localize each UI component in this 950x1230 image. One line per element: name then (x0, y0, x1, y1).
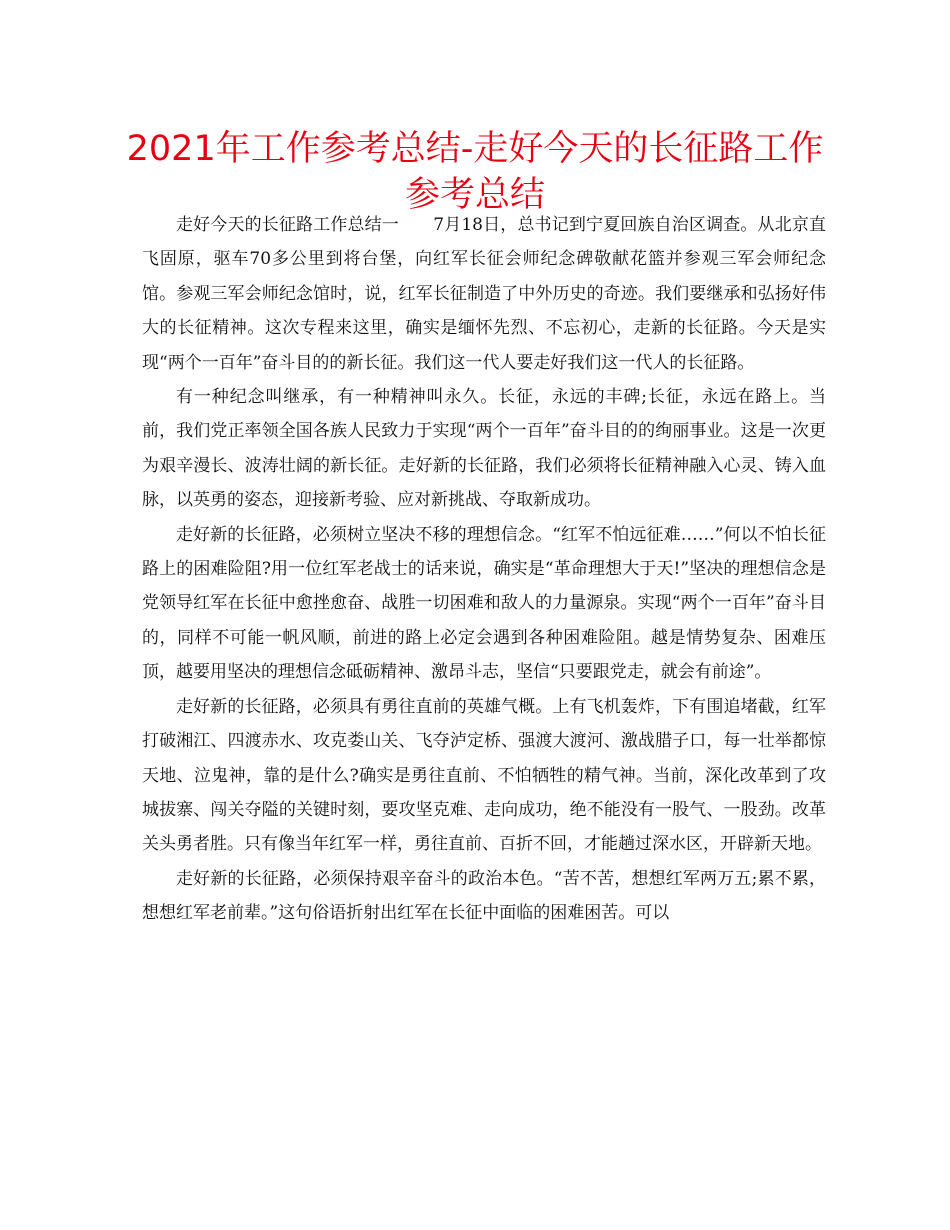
paragraph: 走好新的长征路，必须具有勇往直前的英雄气概。上有飞机轰炸，下有围追堵截，红军打破湘江、四渡赤水、攻克娄山关、飞夺泸定桥、强渡大渡河、激战腊子口，每一壮举都惊天地、泣鬼神，靠的是什么?确实是勇往直前、不怕牺牲的精气神。当前，深化改革到了攻城拔寨、闯关夺隘的关键时刻，要攻坚克难、走向成功，绝不能没有一股气、一股劲。改革关头勇者胜。只有像当年红军一样，勇往直前、百折不回，才能趟过深水区，开辟新天地。 (142, 696, 826, 855)
document-title: 2021年工作参考总结-走好今天的长征路工作参考总结 (126, 129, 824, 215)
paragraph: 走好今天的长征路工作总结一 7月18日，总书记到宁夏回族自治区调查。从北京直飞固原，驱车70多公里到将台堡，向红军长征会师纪念碑敬献花篮并参观三军会师纪念馆。参观三军会师纪念馆时，说，红军长征制造了中外历史的奇迹。我们要继承和弘扬好伟大的长征精神。这次专程来这里，确实是缅怀先烈、不忘初心，走新的长征路。今天是实现“两个一百年”奋斗目的的新长征。我们这一代人要走好我们这一代人的长征路。 (142, 215, 826, 373)
paragraph: 有一种纪念叫继承，有一种精神叫永久。长征，永远的丰碑;长征，永远在路上。当前，我们党正率领全国各族人民致力于实现“两个一百年”奋斗目的的绚丽事业。这是一次更为艰辛漫长、波涛壮阔的新长征。走好新的长征路，我们必须将长征精神融入心灵、铸入血脉，以英勇的姿态，迎接新考验、应对新挑战、夺取新成功。 (142, 387, 826, 511)
document-body (142, 208, 826, 931)
paragraph: 走好新的长征路，必须树立坚决不移的理想信念。“红军不怕远征难……”何以不怕长征路上的困难险阻?用一位红军老战士的话来说，确实是“革命理想大于天!”坚决的理想信念是党领导红军在长征中愈挫愈奋、战胜一切困难和敌人的力量源泉。实现“两个一百年”奋斗目的，同样不可能一帆风顺，前进的路上必定会遇到各种困难险阻。越是情势复杂、困难压顶，越要用坚决的理想信念砥砺精神、激昂斗志，坚信“只要跟党走，就会有前途”。 (142, 524, 826, 683)
paragraph: 走好新的长征路，必须保持艰辛奋斗的政治本色。“苦不苦，想想红军两万五;累不累，想想红军老前辈。”这句俗语折射出红军在长征中面临的困难困苦。可以 (142, 868, 826, 924)
